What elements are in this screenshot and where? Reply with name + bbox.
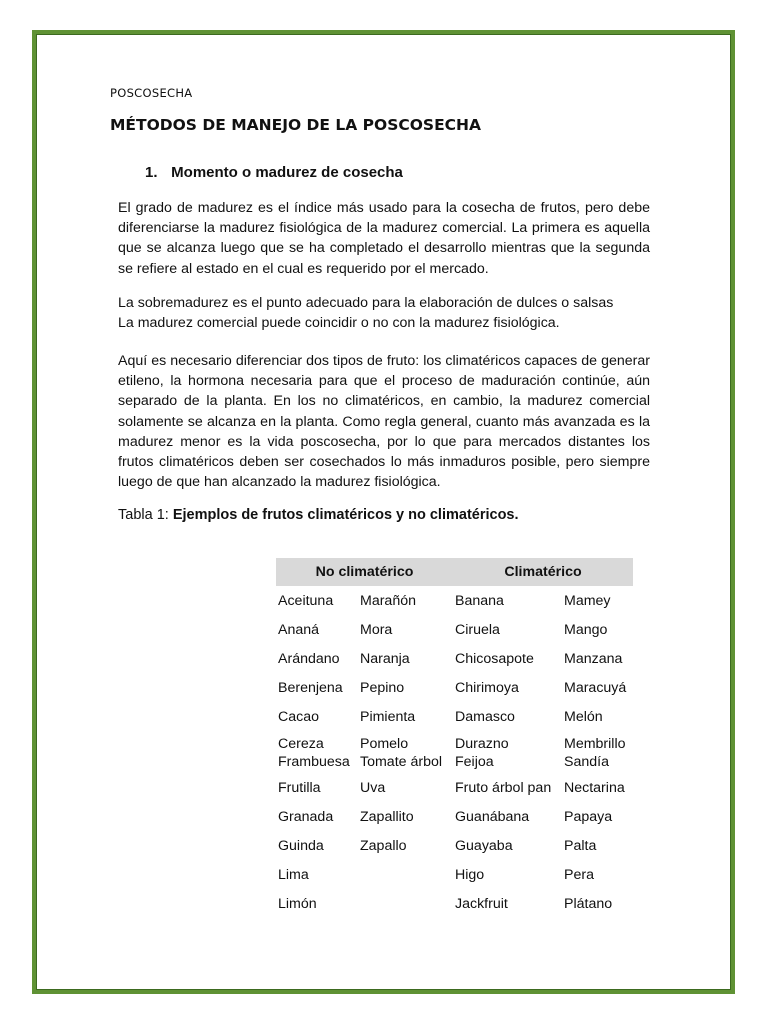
table-cell: Manzana: [564, 650, 623, 667]
cell-line: Durazno: [455, 736, 509, 752]
table-cell: Zapallito: [360, 808, 414, 825]
table-cell: Aceituna: [278, 592, 334, 609]
table-cell: Fruto árbol pan: [455, 779, 552, 796]
header-climacteric: Climatérico: [453, 558, 633, 586]
overripeness-line: La sobremadurez es el punto adecuado para la elaboración de dulces o salsas: [118, 295, 614, 311]
table-cell: Marañón: [360, 592, 416, 609]
commercial-maturity-line: La madurez comercial puede coincidir o no con la madurez fisiológica.: [118, 315, 560, 332]
table-cell: Uva: [360, 779, 386, 796]
table-cell: Papaya: [564, 808, 613, 825]
table-cell: [358, 731, 453, 773]
section-title: Momento o madurez de cosecha: [171, 164, 403, 181]
table-cell: Pera: [564, 866, 594, 883]
cell-line: Tomate árbol: [360, 754, 443, 770]
paragraph-fruit-types: Aquí es necesario diferenciar dos tipos de fruto: los climatéricos capaces de generar etileno, la hormona necesaria para que el proceso de maduración continúe, aún separado de la planta. En los no climatéricos, en cambio, la madurez comercial solamente se alcanza en la planta. Como regla general, cuanto más avanzada es la madurez menor es la vida poscosecha, por lo que para mercados distantes los frutos climatéricos deben ser cosechados lo más inmaduros posible, pero siempre luego de que han alcanzado la madurez fisiológica.: [118, 353, 650, 491]
table-cell: [358, 889, 453, 918]
cell-line: Pomelo: [360, 736, 409, 752]
table-row-double: [276, 731, 633, 773]
table-row: [276, 615, 633, 644]
table-row: [276, 586, 633, 615]
table-row: [276, 889, 633, 918]
table-cell: Pepino: [360, 679, 405, 696]
table-cell: [453, 731, 562, 773]
table-cell: Maracuyá: [564, 679, 627, 696]
table-cell: Guinda: [278, 837, 324, 854]
table-cell: Mamey: [564, 592, 611, 609]
table-caption: [118, 507, 519, 523]
table-row: [276, 831, 633, 860]
document-title: MÉTODOS DE MANEJO DE LA POSCOSECHA: [110, 116, 482, 134]
section-heading: [145, 164, 403, 181]
cell-line: Frambuesa: [278, 754, 350, 770]
table-cell: [358, 860, 453, 889]
table-cell: Ananá: [278, 621, 320, 638]
table-cell: Zapallo: [360, 837, 407, 854]
table-cell: Frutilla: [278, 779, 321, 796]
table-cell: [276, 731, 358, 773]
cell-line: Sandía: [564, 754, 609, 770]
cell-line: Cereza: [278, 736, 324, 752]
table-row: [276, 644, 633, 673]
cell-line: Membrillo: [564, 736, 626, 752]
caption-text: Ejemplos de frutos climatéricos y no climatéricos.: [172, 507, 519, 523]
table-cell: Arándano: [278, 650, 340, 667]
table-cell: Limón: [278, 895, 317, 912]
section-number: 1.: [145, 164, 158, 181]
table-cell: Guayaba: [455, 837, 513, 854]
table-cell: Plátano: [564, 895, 613, 912]
table-cell: Cacao: [278, 708, 320, 725]
table-cell: Mora: [360, 621, 393, 638]
table-row: [276, 773, 633, 802]
table-cell: Palta: [564, 837, 597, 854]
table-cell: Berenjena: [278, 679, 343, 696]
table-cell: Chicosapote: [455, 650, 534, 667]
table-cell: Guanábana: [455, 808, 530, 825]
table-cell: Damasco: [455, 708, 515, 725]
caption-prefix: Tabla 1:: [118, 507, 169, 523]
table-cell: Banana: [455, 592, 504, 609]
table-cell: [562, 731, 633, 773]
table-cell: Nectarina: [564, 779, 625, 796]
table-cell: Granada: [278, 808, 334, 825]
table-cell: Pimienta: [360, 708, 416, 725]
table-cell: Mango: [564, 621, 608, 638]
cell-line: Feijoa: [455, 754, 494, 770]
table-row: [276, 802, 633, 831]
table-row: [276, 860, 633, 889]
table-cell: Chirimoya: [455, 679, 519, 696]
fruit-table-body: [276, 586, 633, 918]
table-cell: Ciruela: [455, 621, 500, 638]
fruit-table: [276, 558, 633, 918]
document-kicker: POSCOSECHA: [110, 86, 193, 100]
table-cell: Melón: [564, 708, 603, 725]
table-row: [276, 702, 633, 731]
table-header-row: [276, 558, 633, 586]
table-cell: Naranja: [360, 650, 410, 667]
table-cell: Jackfruit: [455, 895, 508, 912]
paragraph-overripeness: [118, 293, 650, 333]
table-cell: Lima: [278, 866, 309, 883]
table-row: [276, 673, 633, 702]
paragraph-maturity-definition: El grado de madurez es el índice más usado para la cosecha de frutos, pero debe diferenciarse la madurez fisiológica de la madurez comercial. La primera es aquella que se alcanza luego que se ha completado el desarrollo mientras que la segunda se refiere al estado en el cual es requerido por el mercado.: [118, 200, 650, 277]
header-non-climacteric: No climatérico: [276, 558, 453, 586]
table-cell: Higo: [455, 866, 485, 883]
